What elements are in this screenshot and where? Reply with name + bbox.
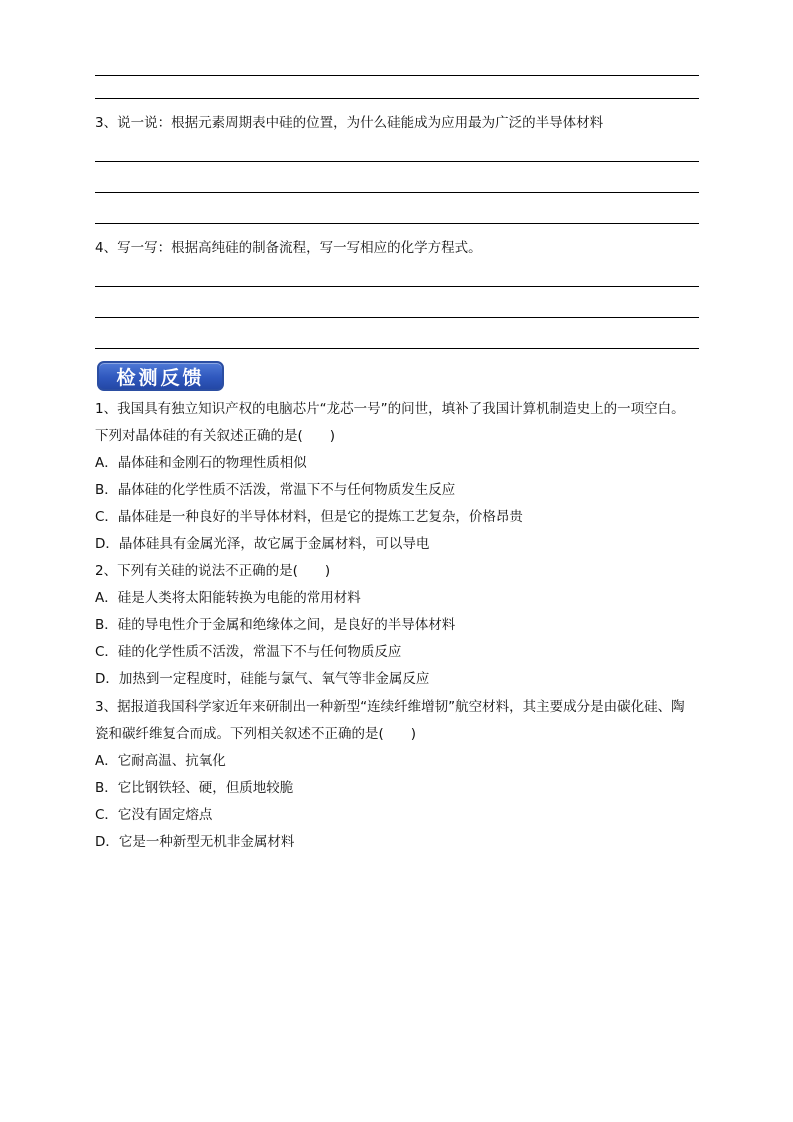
question-2-option-d[interactable]: D．加热到一定程度时，硅能与氯气、氧气等非金属反应 bbox=[95, 671, 430, 687]
question-1-stem-line-2: 下列对晶体硅的有关叙述正确的是( ) bbox=[95, 428, 336, 444]
question-3-option-b[interactable]: B．它比钢铁轻、硬，但质地较脆 bbox=[95, 780, 294, 796]
question-1-option-d[interactable]: D．晶体硅具有金属光泽，故它属于金属材料，可以导电 bbox=[95, 536, 430, 552]
answer-line[interactable] bbox=[95, 286, 699, 287]
prompt-q4: 4、写一写：根据高纯硅的制备流程，写一写相应的化学方程式。 bbox=[95, 240, 482, 256]
question-1-stem-line-1: 1、我国具有独立知识产权的电脑芯片“龙芯一号”的问世，填补了我国计算机制造史上的一项空白。 bbox=[95, 401, 685, 417]
question-3-option-c[interactable]: C．它没有固定熔点 bbox=[95, 807, 213, 823]
answer-line[interactable] bbox=[95, 98, 699, 99]
question-2-option-b[interactable]: B．硅的导电性介于金属和绝缘体之间，是良好的半导体材料 bbox=[95, 617, 456, 633]
answer-line[interactable] bbox=[95, 161, 699, 162]
section-title-badge: 检测反馈 bbox=[97, 361, 224, 391]
answer-line[interactable] bbox=[95, 75, 699, 76]
answer-line[interactable] bbox=[95, 317, 699, 318]
question-1-option-c[interactable]: C．晶体硅是一种良好的半导体材料，但是它的提炼工艺复杂，价格昂贵 bbox=[95, 509, 523, 525]
question-2-option-c[interactable]: C．硅的化学性质不活泼，常温下不与任何物质反应 bbox=[95, 644, 402, 660]
question-1-option-a[interactable]: A．晶体硅和金刚石的物理性质相似 bbox=[95, 455, 307, 471]
question-3-option-d[interactable]: D．它是一种新型无机非金属材料 bbox=[95, 834, 295, 850]
answer-line[interactable] bbox=[95, 348, 699, 349]
question-3-stem-line-2: 瓷和碳纤维复合而成。下列相关叙述不正确的是( ) bbox=[95, 726, 417, 742]
question-2-option-a[interactable]: A．硅是人类将太阳能转换为电能的常用材料 bbox=[95, 590, 361, 606]
answer-line[interactable] bbox=[95, 192, 699, 193]
question-3-stem-line-1: 3、据报道我国科学家近年来研制出一种新型“连续纤维增韧”航空材料，其主要成分是由碳化硅、陶 bbox=[95, 699, 685, 715]
question-3-option-a[interactable]: A．它耐高温、抗氧化 bbox=[95, 753, 226, 769]
answer-line[interactable] bbox=[95, 223, 699, 224]
question-1-option-b[interactable]: B．晶体硅的化学性质不活泼，常温下不与任何物质发生反应 bbox=[95, 482, 456, 498]
question-2-stem: 2、下列有关硅的说法不正确的是( ) bbox=[95, 563, 331, 579]
prompt-q3: 3、说一说：根据元素周期表中硅的位置，为什么硅能成为应用最为广泛的半导体材料 bbox=[95, 115, 604, 131]
